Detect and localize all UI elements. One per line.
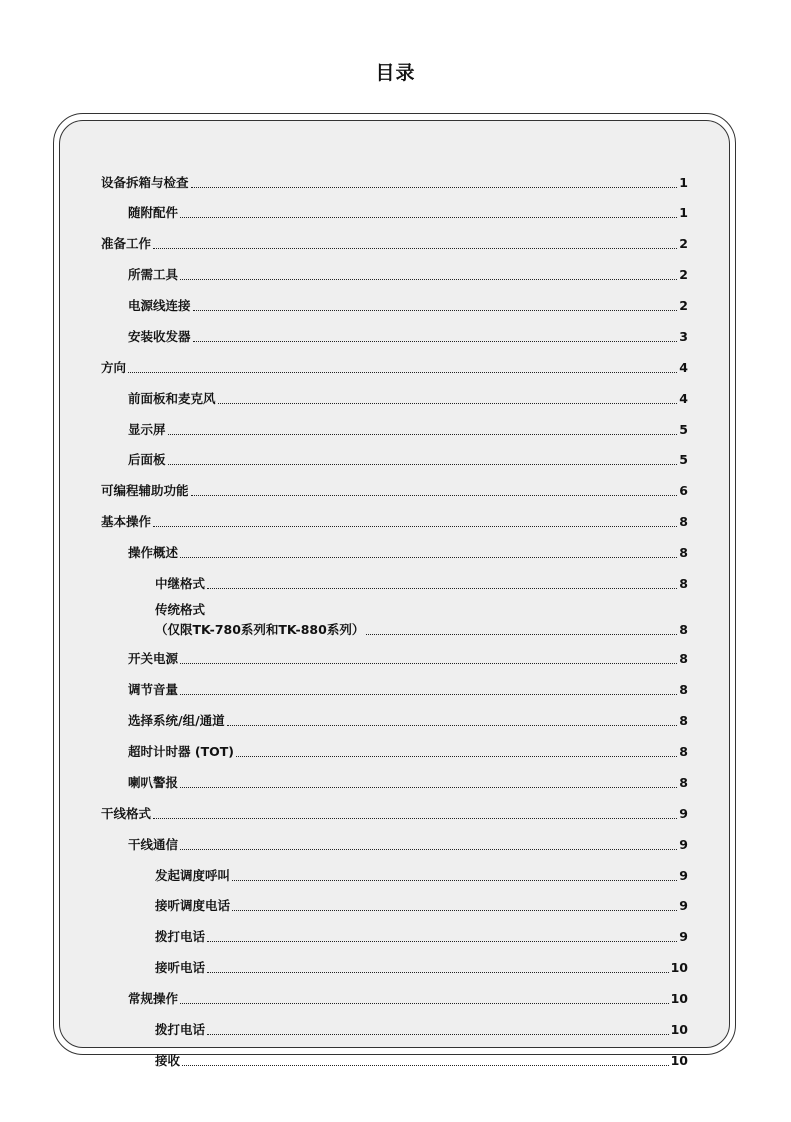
toc-entry[interactable] xyxy=(128,422,688,438)
toc-entry[interactable] xyxy=(128,267,688,283)
dot-leader xyxy=(207,972,669,973)
toc-entry-page: 1 xyxy=(679,175,688,190)
dot-leader xyxy=(180,279,677,280)
toc-entry-page: 9 xyxy=(679,929,688,944)
toc-entry-label: 操作概述 xyxy=(128,545,179,560)
toc-entry-label: 常规操作 xyxy=(128,991,179,1006)
toc-entry-page: 9 xyxy=(679,898,688,913)
toc-entry-label: 随附配件 xyxy=(128,205,179,220)
toc-entry-page: 4 xyxy=(679,360,688,375)
dot-leader xyxy=(180,787,677,788)
toc-entry-label: 调节音量 xyxy=(128,682,179,697)
dot-leader xyxy=(180,1003,669,1004)
toc-entry[interactable] xyxy=(101,360,688,376)
toc-entry-page: 8 xyxy=(679,651,688,666)
toc-entry-label: 拨打电话 xyxy=(155,929,206,944)
toc-entry-label: 设备拆箱与检查 xyxy=(101,175,189,190)
toc-entry[interactable] xyxy=(128,713,688,729)
toc-entry-page: 10 xyxy=(670,991,688,1006)
toc-entry-label: 方向 xyxy=(101,360,127,375)
toc-entry-label: 中继格式 xyxy=(155,576,206,591)
toc-entry-page: 8 xyxy=(679,545,688,560)
dot-leader xyxy=(191,187,678,188)
toc-entry-label: 后面板 xyxy=(128,452,166,467)
toc-entry-page: 2 xyxy=(679,267,688,282)
toc-entry-page: 8 xyxy=(679,576,688,591)
toc-entry[interactable] xyxy=(155,602,688,638)
toc-entry-page: 8 xyxy=(679,775,688,790)
toc-entry-page: 8 xyxy=(679,744,688,759)
toc-entry[interactable] xyxy=(128,545,688,561)
toc-entry[interactable] xyxy=(155,960,688,976)
dot-leader xyxy=(207,1034,669,1035)
page-title: 目录 xyxy=(375,62,416,84)
toc-entry[interactable] xyxy=(128,205,688,221)
dot-leader xyxy=(236,756,677,757)
toc-entry-label: 电源线连接 xyxy=(128,298,191,313)
toc-entry-label: 开关电源 xyxy=(128,651,179,666)
toc-entry[interactable] xyxy=(101,483,688,499)
toc-entry-page: 8 xyxy=(679,682,688,697)
toc-entry[interactable] xyxy=(155,868,688,884)
toc-entry[interactable] xyxy=(128,775,688,791)
dot-leader xyxy=(366,634,677,635)
toc-entry[interactable] xyxy=(101,236,688,252)
toc-entry-page: 8 xyxy=(679,713,688,728)
toc-entry-label: 安装收发器 xyxy=(128,329,191,344)
dot-leader xyxy=(153,248,677,249)
dot-leader xyxy=(191,495,678,496)
toc-entry-label: 接听调度电话 xyxy=(155,898,231,913)
toc-entry[interactable] xyxy=(128,651,688,667)
toc-entry-page: 9 xyxy=(679,806,688,821)
toc-entry[interactable] xyxy=(155,1053,688,1069)
toc-entry-label: 发起调度呼叫 xyxy=(155,868,231,883)
dot-leader xyxy=(232,880,677,881)
toc-entry-label: 准备工作 xyxy=(101,236,152,251)
toc-entry[interactable] xyxy=(128,837,688,853)
dot-leader xyxy=(180,557,677,558)
toc-entry-page: 8 xyxy=(679,622,688,637)
toc-entry[interactable] xyxy=(155,929,688,945)
dot-leader xyxy=(180,694,677,695)
toc-entry-label: 前面板和麦克风 xyxy=(128,391,216,406)
toc-entry-page: 5 xyxy=(679,452,688,467)
toc-entry-page: 6 xyxy=(679,483,688,498)
toc-entry-label: 所需工具 xyxy=(128,267,179,282)
toc-entry[interactable] xyxy=(128,298,688,314)
dot-leader xyxy=(180,217,677,218)
toc-entry[interactable] xyxy=(101,514,688,530)
dot-leader xyxy=(168,464,678,465)
dot-leader xyxy=(180,663,677,664)
toc-entry-page: 10 xyxy=(670,1053,688,1068)
dot-leader xyxy=(182,1065,669,1066)
toc-entry[interactable] xyxy=(128,391,688,407)
dot-leader xyxy=(218,403,678,404)
dot-leader xyxy=(227,725,678,726)
toc-entry-label: 喇叭警报 xyxy=(128,775,179,790)
toc-entry-page: 8 xyxy=(679,514,688,529)
dot-leader xyxy=(128,372,677,373)
toc-entry-label: 传统格式 xyxy=(155,602,206,617)
toc-entry[interactable] xyxy=(155,576,688,592)
dot-leader xyxy=(193,310,678,311)
toc-entry[interactable] xyxy=(155,1022,688,1038)
toc-entry[interactable] xyxy=(128,682,688,698)
toc-entry-label: 显示屏 xyxy=(128,422,166,437)
dot-leader xyxy=(207,941,677,942)
dot-leader xyxy=(153,526,677,527)
dot-leader xyxy=(153,818,677,819)
toc-entry-page: 10 xyxy=(670,960,688,975)
toc-entry-label: 拨打电话 xyxy=(155,1022,206,1037)
dot-leader xyxy=(232,910,677,911)
toc-entry[interactable] xyxy=(155,898,688,914)
toc-entry-label: 可编程辅助功能 xyxy=(101,483,189,498)
dot-leader xyxy=(193,341,678,342)
toc-entry-label: 接听电话 xyxy=(155,960,206,975)
dot-leader xyxy=(168,434,678,435)
toc-entry-label: 基本操作 xyxy=(101,514,152,529)
toc-entry-page: 9 xyxy=(679,837,688,852)
toc-entry[interactable] xyxy=(101,175,688,191)
toc-entry-page: 5 xyxy=(679,422,688,437)
toc-entry-page: 3 xyxy=(679,329,688,344)
toc-entry-label: 超时计时器 (TOT) xyxy=(128,744,234,759)
toc-entry[interactable] xyxy=(128,991,688,1007)
toc-entry-page: 1 xyxy=(679,205,688,220)
toc-entry-page: 9 xyxy=(679,868,688,883)
toc-entry-page: 4 xyxy=(679,391,688,406)
toc-entry-label-continued: （仅限TK-780系列和TK-880系列） xyxy=(155,622,365,637)
toc-entry-label: 干线格式 xyxy=(101,806,152,821)
toc-entry[interactable] xyxy=(128,329,688,345)
toc-entry-label: 接收 xyxy=(155,1053,181,1068)
toc-entry[interactable] xyxy=(128,452,688,468)
toc-entry[interactable] xyxy=(101,806,688,822)
toc-entry-label: 选择系统/组/通道 xyxy=(128,713,225,728)
dot-leader xyxy=(180,849,677,850)
toc-entry-page: 10 xyxy=(670,1022,688,1037)
toc-entry-label: 干线通信 xyxy=(128,837,179,852)
toc-entry[interactable] xyxy=(128,744,688,760)
toc-entry-page: 2 xyxy=(679,298,688,313)
dot-leader xyxy=(207,588,677,589)
toc-entry-page: 2 xyxy=(679,236,688,251)
